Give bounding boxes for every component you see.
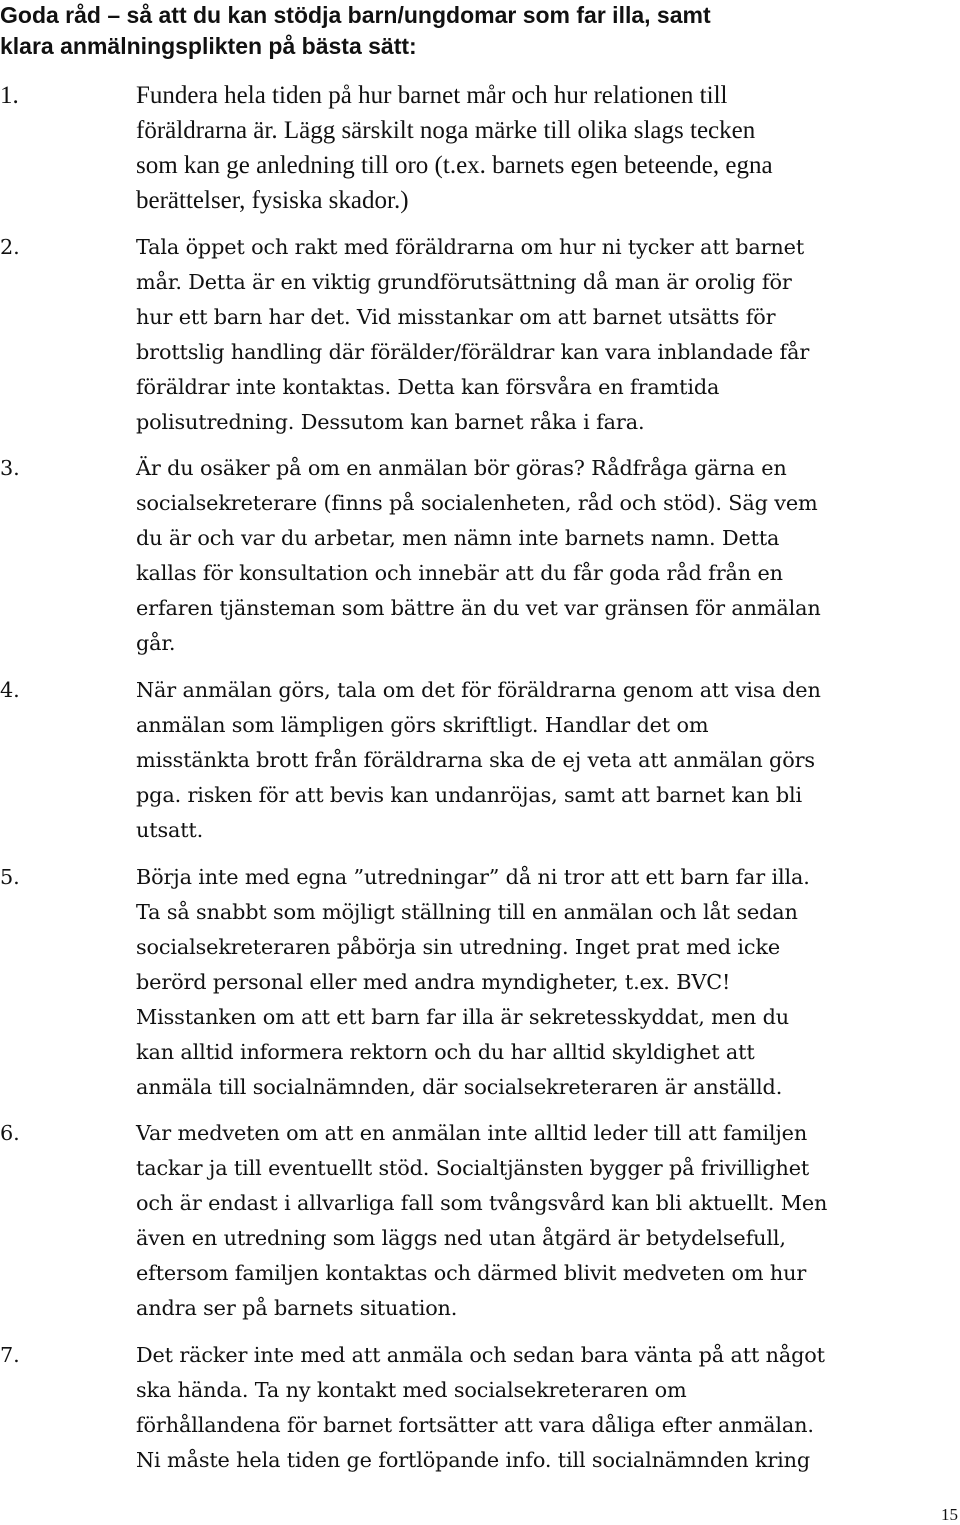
text-line: Ni måste hela tiden ge fortlöpande info. till socialnämnden kring	[136, 1448, 811, 1472]
text-line: socialsekreteraren påbörja sin utredning. Inget prat med icke	[136, 935, 781, 959]
list-item-number: 4.	[0, 678, 20, 702]
list-item-number: 1.	[0, 82, 19, 109]
text-line: eftersom familjen kontaktas och därmed blivit medveten om hur	[136, 1261, 807, 1285]
list-item-text	[136, 230, 960, 440]
text-line: även en utredning som läggs ned utan åtgärd är betydelsefull,	[136, 1226, 786, 1250]
text-line: Var medveten om att en anmälan inte alltid leder till att familjen	[136, 1121, 808, 1145]
text-line: Ta så snabbt som möjligt ställning till en anmälan och låt sedan	[136, 900, 798, 924]
text-line: polisutredning. Dessutom kan barnet råka i fara.	[136, 410, 645, 434]
text-line: Är du osäker på om en anmälan bör göras? Rådfråga gärna en	[136, 456, 787, 480]
text-line: utsatt.	[136, 818, 204, 842]
page-heading	[0, 0, 950, 62]
text-line: pga. risken för att bevis kan undanröjas, samt att barnet kan bli	[136, 783, 803, 807]
text-line: anmälan som lämpligen görs skriftligt. Handlar det om	[136, 713, 709, 737]
text-line: misstänkta brott från föräldrarna ska de ej veta att anmälan görs	[136, 748, 815, 772]
list-item-number: 3.	[0, 456, 20, 480]
text-line: och är endast i allvarliga fall som tvångsvård kan bli aktuellt. Men	[136, 1191, 828, 1215]
text-line: andra ser på barnets situation.	[136, 1296, 458, 1320]
heading-line-2: klara anmälningsplikten på bästa sätt:	[0, 33, 417, 59]
text-line: föräldrar inte kontaktas. Detta kan försvåra en framtida	[136, 375, 720, 399]
text-line: föräldrarna är. Lägg särskilt noga märke till olika slags tecken	[136, 117, 756, 144]
list-item-text	[136, 1116, 960, 1326]
text-line: Misstanken om att ett barn far illa är sekretesskyddat, men du	[136, 1005, 790, 1029]
text-line: Det räcker inte med att anmäla och sedan bara vänta på att något	[136, 1343, 825, 1367]
text-line: ska hända. Ta ny kontakt med socialsekreteraren om	[136, 1378, 687, 1402]
list-item-text	[136, 860, 960, 1105]
list-item-number: 6.	[0, 1121, 20, 1145]
list-item-text	[136, 673, 960, 848]
text-line: tackar ja till eventuellt stöd. Socialtjänsten bygger på frivillighet	[136, 1156, 810, 1180]
text-line: När anmälan görs, tala om det för föräldrarna genom att visa den	[136, 678, 821, 702]
text-line: hur ett barn har det. Vid misstankar om att barnet utsätts för	[136, 305, 776, 329]
text-line: du är och var du arbetar, men nämn inte barnets namn. Detta	[136, 526, 780, 550]
text-line: berörd personal eller med andra myndigheter, t.ex. BVC!	[136, 970, 731, 994]
text-line: kallas för konsultation och innebär att du får goda råd från en	[136, 561, 783, 585]
text-line: berättelser, fysiska skador.)	[136, 187, 409, 214]
text-line: förhållandena för barnet fortsätter att vara dåliga efter anmälan.	[136, 1413, 814, 1437]
page-number: 15	[941, 1505, 958, 1524]
text-line: mår. Detta är en viktig grundförutsättning då man är orolig för	[136, 270, 792, 294]
list-item-number: 7.	[0, 1343, 20, 1367]
text-line: som kan ge anledning till oro (t.ex. barnets egen beteende, egna	[136, 152, 773, 179]
text-line: socialsekreterare (finns på socialenheten, råd och stöd). Säg vem	[136, 491, 818, 515]
heading-line-1: Goda råd – så att du kan stödja barn/ungdomar som far illa, samt	[0, 2, 711, 28]
list-item-text	[136, 1338, 960, 1478]
text-line: Fundera hela tiden på hur barnet mår och hur relationen till	[136, 82, 728, 109]
list-item-text	[136, 78, 960, 218]
text-line: går.	[136, 631, 176, 655]
text-line: erfaren tjänsteman som bättre än du vet var gränsen för anmälan	[136, 596, 821, 620]
list-item-number: 2.	[0, 235, 20, 259]
text-line: kan alltid informera rektorn och du har alltid skyldighet att	[136, 1040, 755, 1064]
text-line: Tala öppet och rakt med föräldrarna om hur ni tycker att barnet	[136, 235, 805, 259]
text-line: brottslig handling där förälder/föräldrar kan vara inblandade får	[136, 340, 810, 364]
list-item-number: 5.	[0, 865, 20, 889]
text-line: Börja inte med egna ”utredningar” då ni tror att ett barn far illa.	[136, 865, 810, 889]
text-line: anmäla till socialnämnden, där socialsekreteraren är anställd.	[136, 1075, 783, 1099]
list-item-text	[136, 451, 960, 661]
